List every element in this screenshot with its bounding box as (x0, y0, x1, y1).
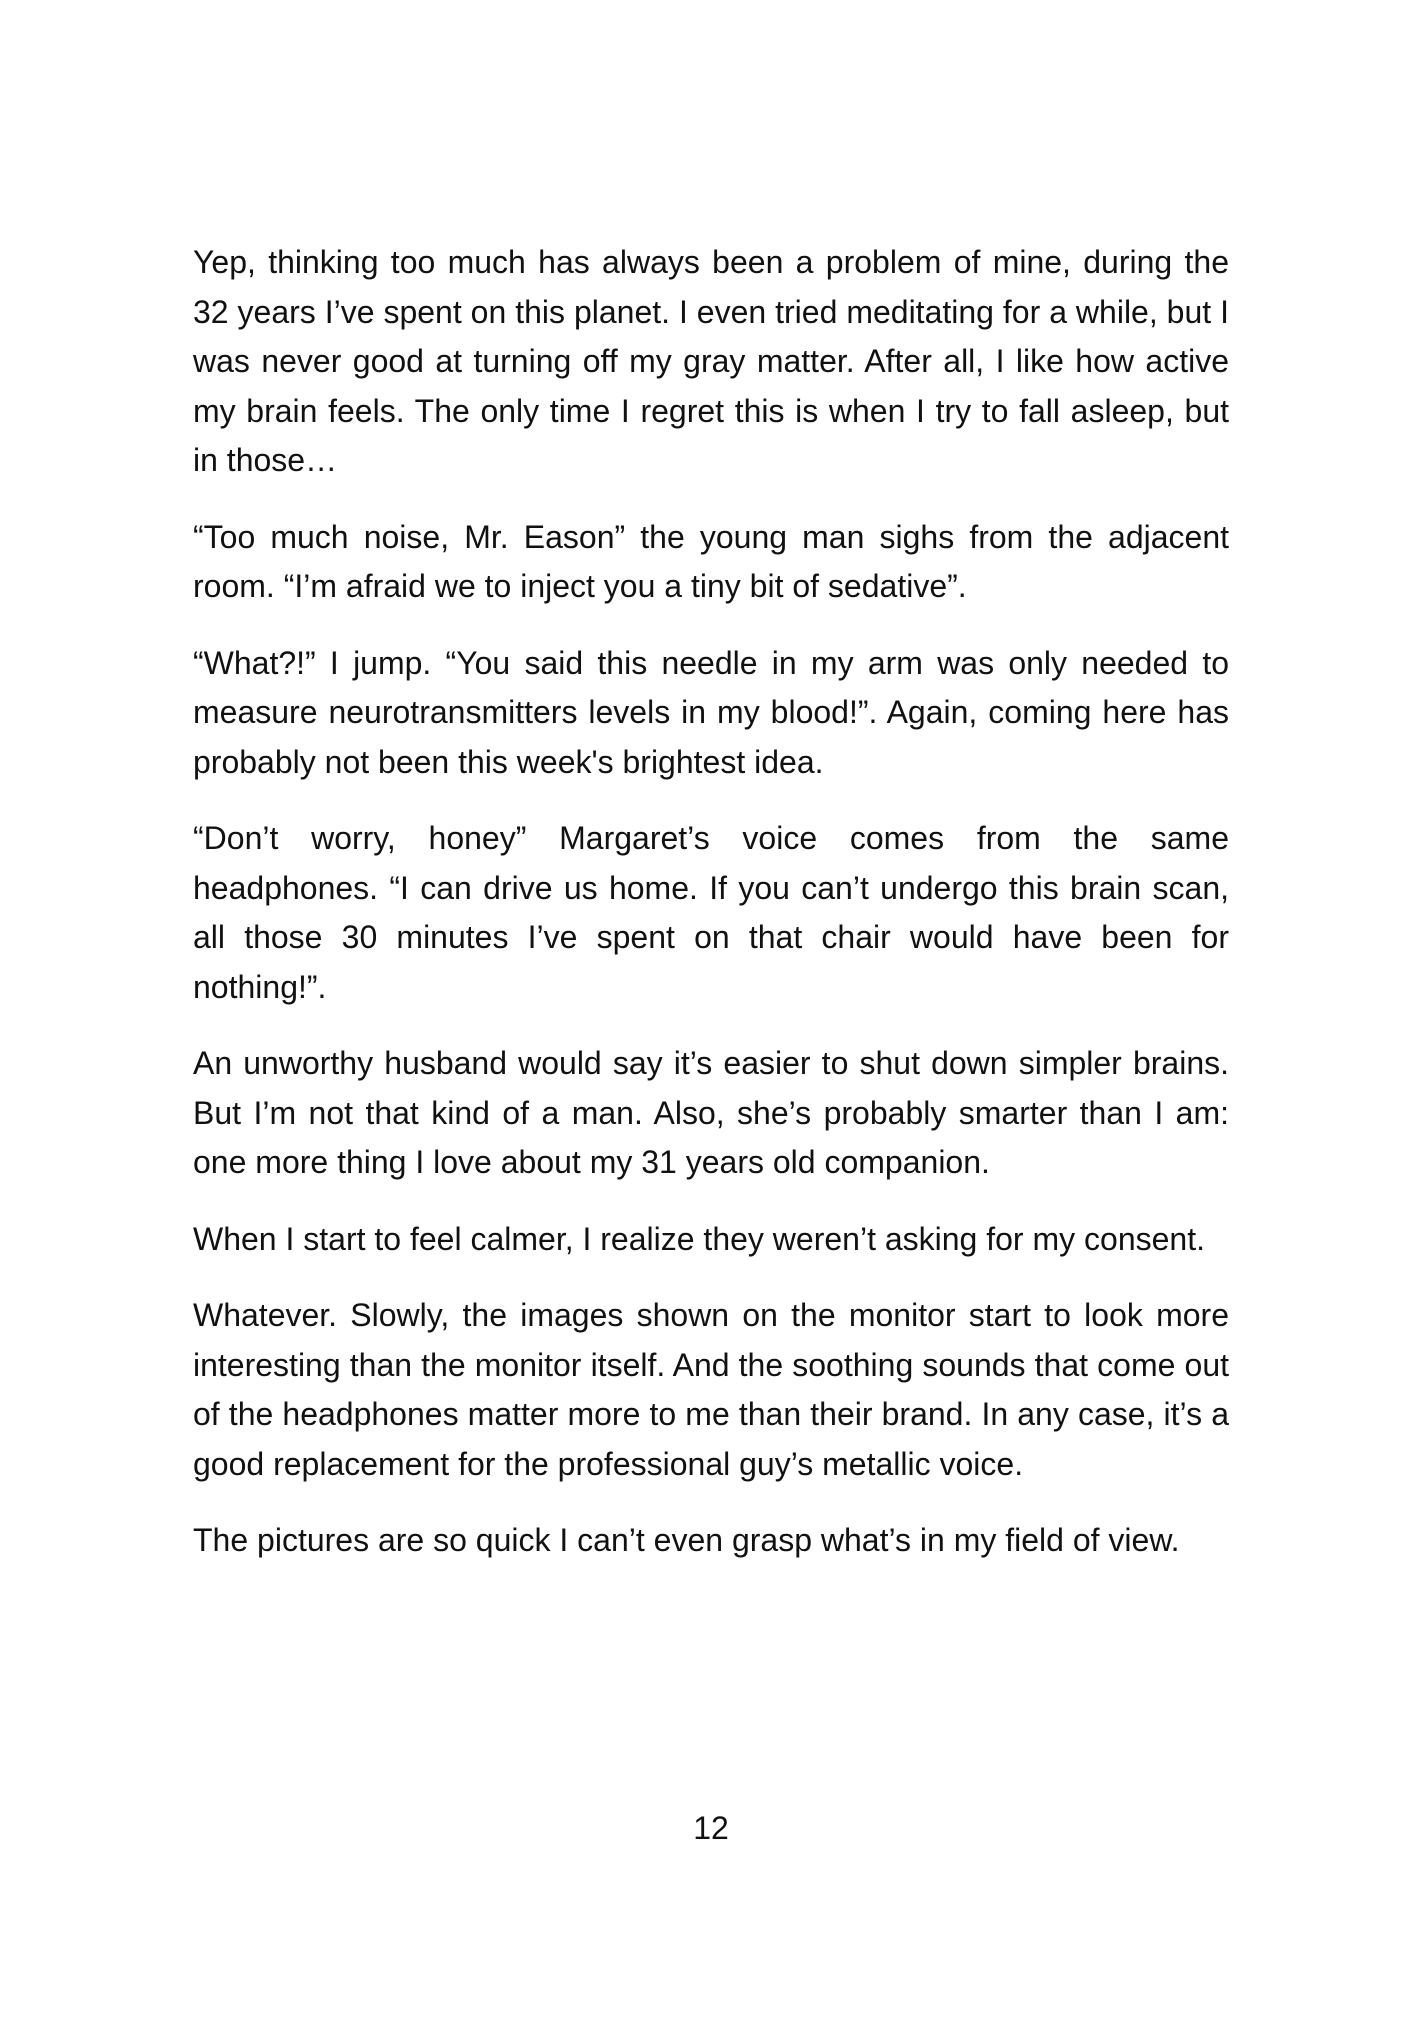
paragraph: Yep, thinking too much has always been a problem of mine, during the 32 years I’ve spent on this planet. I even tried meditating for a while, but I was never good at turning off my gray matter. After all, I like how active my brain feels. The only time I regret this is when I try to fall asleep, but in those… (193, 244, 1229, 478)
paragraph: “Don’t worry, honey” Margaret’s voice comes from the same headphones. “I can drive us home. If you can’t undergo this brain scan, all those 30 minutes I’ve spent on that chair would have been for nothing!”. (193, 820, 1229, 1005)
paragraph: An unworthy husband would say it’s easier to shut down simpler brains. But I’m not that kind of a man. Also, she’s probably smarter than I am: one more thing I love about my 31 years old companion. (193, 1045, 1229, 1180)
paragraph: “Too much noise, Mr. Eason” the young man sighs from the adjacent room. “I’m afraid we to inject you a tiny bit of sedative”. (193, 518, 1229, 604)
page-number: 12 (693, 1810, 729, 1846)
paragraph: Whatever. Slowly, the images shown on the monitor start to look more interesting than the monitor itself. And the soothing sounds that come out of the headphones matter more to me than their brand. In any case, it’s a good replacement for the professional guy’s metallic voice. (193, 1297, 1229, 1482)
paragraph: When I start to feel calmer, I realize they weren’t asking for my consent. (193, 1220, 1205, 1257)
paragraph: “What?!” I jump. “You said this needle in my arm was only needed to measure neurotransmitters levels in my blood!”. Again, coming here has probably not been this week's brightest idea. (193, 644, 1229, 780)
paragraph: The pictures are so quick I can’t even grasp what’s in my field of view. (193, 1522, 1180, 1558)
body-text (193, 238, 1229, 1593)
